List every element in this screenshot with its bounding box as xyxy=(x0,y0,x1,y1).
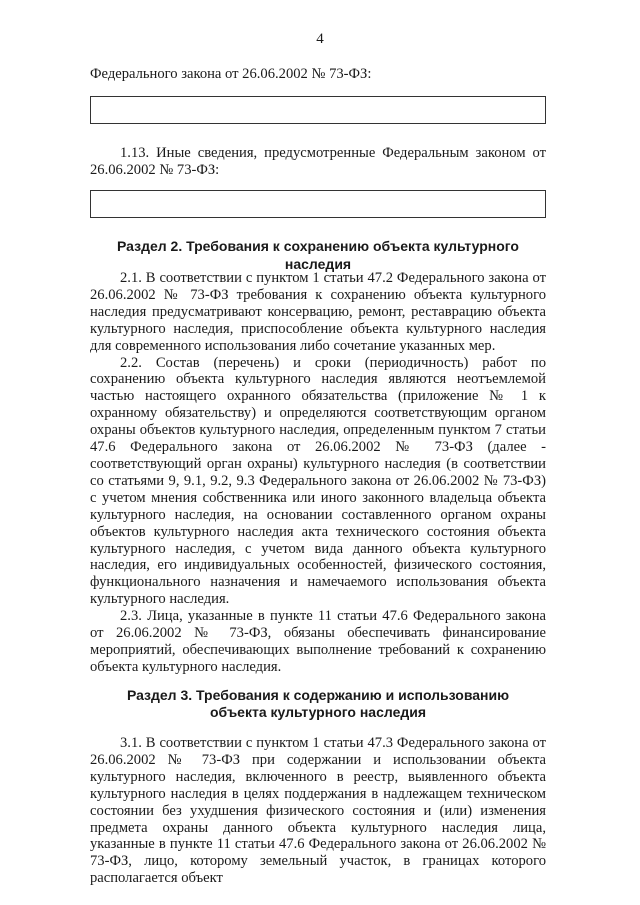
item-1-13-text: 1.13. Иные сведения, предусмотренные Федеральным законом от 26.06.2002 № 73-ФЗ: xyxy=(90,145,546,178)
top-line: Федерального закона от 26.06.2002 № 73-ФЗ: xyxy=(90,66,372,82)
section-3-heading-line-2: объекта культурного наследия xyxy=(209,704,427,720)
section-3-body xyxy=(90,735,546,887)
empty-field-box-1 xyxy=(90,96,546,124)
section-3-paragraph-1: 3.1. В соответствии с пунктом 1 статьи 47.3 Федерального закона от 26.06.2002 № 73-ФЗ при содержании и использовании объекта культурного наследия, включенного в реестр, выявленного объекта культурного наследия в целях поддержания в надлежащем техническом состоянии без ухудшения физического состояния и (или) изменения предмета охраны данного объекта культурного наследия лица, указанные в пункте 11 статьи 47.6 Федерального закона от 26.06.2002 № 73-ФЗ, лицо, которому земельный участок, в границах которого располагается объект xyxy=(90,735,546,887)
section-2-paragraph-1: 2.1. В соответствии с пунктом 1 статьи 47.2 Федерального закона от 26.06.2002 № 73-ФЗ требования к сохранению объекта культурного наследия предусматривают консервацию, ремонт, реставрацию объекта культурного наследия, приспособление объекта культурного наследия для современного использования либо сочетание указанных мер. xyxy=(90,270,546,354)
section-3-heading-line-1: Раздел 3. Требования к содержанию и использованию xyxy=(126,687,510,703)
section-2-paragraph-3: 2.3. Лица, указанные в пункте 11 статьи 47.6 Федерального закона от 26.06.2002 № 73-ФЗ, обязаны обеспечивать финансирование мероприятий, обеспечивающих выполнение требований к сохранению объекта культурного наследия. xyxy=(90,608,546,675)
section-2-body xyxy=(90,270,546,676)
page-number: 4 xyxy=(316,31,324,47)
empty-field-box-2 xyxy=(90,190,546,218)
section-2-paragraph-2: 2.2. Состав (перечень) и сроки (периодичность) работ по сохранению объекта культурного наследия являются неотъемлемой частью настоящего охранного обязательства (приложение № 1 к охранному обязательству) и определяются соответствующим органом охраны объектов культурного наследия, определенным пунктом 7 статьи 47.6 Федерального закона от 26.06.2002 № 73-ФЗ (далее - соответствующий орган охраны) культурного наследия (в соответствии со статьями 9, 9.1, 9.2, 9.3 Федерального закона от 26.06.2002 № 73-ФЗ) с учетом мнения собственника или иного законного владельца объекта культурного наследия, на основании составленного органом охраны объектов культурного наследия акта технического состояния объекта культурного наследия, с учетом вида данного объекта культурного наследия, его индивидуальных особенностей, физического состояния, функционального назначения и намечаемого использования объекта культурного наследия. xyxy=(90,354,546,608)
item-1-13 xyxy=(90,145,546,179)
section-2-heading: Раздел 2. Требования к сохранению объекта культурного наследия xyxy=(117,238,519,272)
